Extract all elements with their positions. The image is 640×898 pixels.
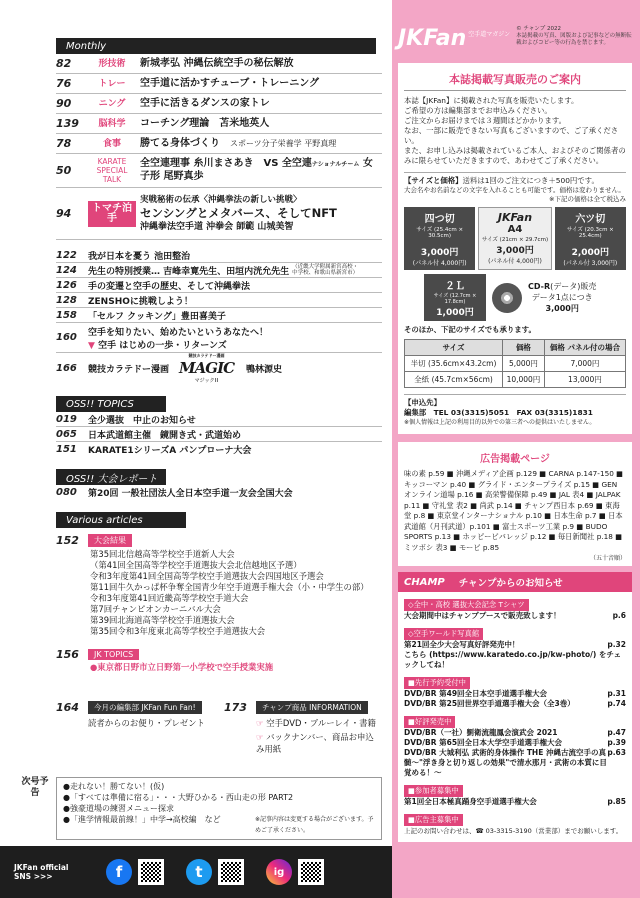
champ-line[interactable] bbox=[404, 650, 626, 670]
article-title-main: 勝てる身体づくり bbox=[140, 137, 220, 149]
table-cell: 全紙 (45.7cm×56cm) bbox=[405, 372, 503, 388]
qr-code-icon bbox=[138, 859, 164, 885]
toc-row[interactable] bbox=[56, 74, 382, 94]
champ-box bbox=[398, 572, 632, 842]
editorial-header: 今月の編集部 JKFan Fun Fan! bbox=[88, 701, 202, 714]
champ-line-text: DVD/BR 第49回全日本空手道選手権大会 bbox=[404, 689, 548, 698]
article-title-main: 全空連理事 糸川まさあき VS 全空連 bbox=[140, 158, 312, 169]
page-number: 065 bbox=[56, 428, 77, 440]
cd-icon bbox=[492, 283, 522, 313]
champ-line[interactable] bbox=[404, 748, 626, 778]
page-number: 080 bbox=[56, 487, 77, 498]
article-title-main: センシングとメタバース、そしてNFT bbox=[140, 206, 337, 220]
toc-row[interactable] bbox=[56, 353, 382, 384]
champ-label: ◇全中・高校 選抜大会記念 Tシャツ bbox=[404, 599, 529, 611]
twitter-link[interactable] bbox=[186, 859, 244, 885]
paragraph: 本誌【JKFan】に掲載された写真を販売いたします。 bbox=[404, 96, 579, 105]
champ-line[interactable] bbox=[404, 640, 626, 650]
ads-box bbox=[398, 442, 632, 566]
article-title: 先生の特別授業… 吉峰幸寛先生、田垣内洸允先生 bbox=[88, 266, 290, 277]
champ-line-text: DVD/BR（一社）劉衛流龍鳳会演武会 2021 bbox=[404, 728, 558, 737]
price-table bbox=[404, 339, 626, 388]
champ-block bbox=[404, 778, 626, 807]
magic-logo-text: MAGIC bbox=[179, 359, 235, 377]
sns-label: JKFan official SNS >>> bbox=[14, 863, 69, 881]
page-number: 78 bbox=[56, 137, 72, 150]
various-block-1[interactable] bbox=[56, 532, 382, 549]
extra-sizes bbox=[404, 274, 626, 321]
category: 形技術 bbox=[98, 58, 126, 69]
page-number: 90 bbox=[56, 97, 72, 110]
champ-label: ■参加者募集中 bbox=[404, 785, 463, 797]
magic-logo bbox=[173, 353, 240, 384]
champ-block bbox=[404, 709, 626, 778]
toc-row[interactable] bbox=[56, 248, 382, 263]
size-name: ２Ｌ bbox=[445, 281, 465, 292]
champ-line-page: p.74 bbox=[607, 699, 626, 708]
toc-row[interactable] bbox=[56, 427, 382, 442]
champ-line-text: 上記のお問い合わせは、☎ 03-3315-3190（営業部）までお願いします。 bbox=[404, 827, 623, 835]
page-number: 156 bbox=[56, 648, 79, 661]
size-dims: サイズ (20.3cm × 25.4cm) bbox=[566, 227, 614, 239]
champ-line-page: p.85 bbox=[607, 797, 626, 806]
table-cell: 7,000円 bbox=[544, 356, 625, 372]
facebook-link[interactable] bbox=[106, 859, 164, 885]
jk-topics-list bbox=[56, 662, 382, 673]
size-dims: サイズ (21cm × 29.7cm) bbox=[481, 237, 549, 243]
champ-line-text: 第1回全日本極真踊身空手道選手権大会 bbox=[404, 797, 537, 806]
page-number: 50 bbox=[56, 164, 72, 177]
product-header: チャンプ商品 INFORMATION bbox=[256, 701, 368, 714]
champ-line-page: p.32 bbox=[607, 640, 626, 649]
size-price: 2,000円 bbox=[571, 248, 610, 258]
article-title: 空手に活きるダンスの家トレ bbox=[140, 97, 270, 109]
size-price: 3,000円 bbox=[496, 246, 534, 256]
table-header-row bbox=[405, 340, 626, 356]
article-title bbox=[88, 325, 268, 351]
facebook-icon: f bbox=[106, 859, 132, 885]
article-title bbox=[136, 194, 382, 233]
page-number: 94 bbox=[56, 207, 72, 220]
article-title: ZENSHOに挑戦しよう！ bbox=[88, 296, 193, 307]
champ-line[interactable] bbox=[404, 611, 626, 621]
qr-code-icon bbox=[218, 859, 244, 885]
article-note: （近畿大学附属新宮高校・中学校、和歌山県新宮市） bbox=[292, 264, 359, 276]
list-item: ●強豪道場の練習メニュー探求 bbox=[63, 804, 174, 813]
champ-label: ◇空手ワールド写真館 bbox=[404, 628, 483, 640]
cdr-block[interactable] bbox=[528, 281, 596, 314]
size-price: 3,000円 bbox=[420, 248, 459, 258]
list-item: 令和3年度第41回近畿高等学校空手道大会 bbox=[90, 593, 249, 603]
champ-label: ■好評発売中 bbox=[404, 716, 455, 728]
size-card[interactable] bbox=[555, 207, 626, 270]
contact-note: ※個人情報は上記の利用目的以外での第三者への提供はいたしません。 bbox=[404, 419, 596, 426]
list-item: ●「すべては準備に宿る」・・・大野ひかる・西山走の形 PART2 bbox=[63, 793, 294, 802]
champ-block bbox=[404, 807, 626, 836]
page-number: 122 bbox=[56, 249, 77, 261]
article-subtitle: 沖縄拳法空手道 沖拳会 師範 山城美智 bbox=[140, 222, 294, 232]
photo-sale-box bbox=[398, 63, 632, 434]
page-number: 152 bbox=[56, 534, 79, 547]
next-issue-note: ※記事内容は変更する場合がございます。予めご了承ください。 bbox=[255, 816, 374, 834]
champ-line-page: p.31 bbox=[607, 689, 626, 698]
table-cell: 13,000円 bbox=[544, 372, 625, 388]
copyright: © チャンプ 2022 bbox=[516, 26, 561, 32]
champ-line-page: p.6 bbox=[612, 611, 626, 620]
table-cell: 5,000円 bbox=[503, 356, 545, 372]
monthly-header: Monthly bbox=[56, 38, 376, 54]
paragraph: ご注文からお届けまでは３週間ほどかかります。 bbox=[404, 116, 567, 125]
toc-row[interactable] bbox=[56, 308, 382, 323]
list-item: ●東京都日野市立日野第一小学校で空手授業実施 bbox=[90, 662, 274, 672]
champ-line-page: p.47 bbox=[607, 728, 626, 737]
table-cell: 半切 (35.6cm×43.2cm) bbox=[405, 356, 503, 372]
copyright-block bbox=[516, 26, 632, 47]
champ-block bbox=[404, 592, 626, 621]
paragraph: なお、一部に販売できない写真もございますので、ご了承ください。 bbox=[404, 126, 619, 145]
page-number: 139 bbox=[56, 117, 79, 130]
category: 食事 bbox=[102, 138, 121, 149]
article-title-sub-text: 空手 はじめの一歩・リターンズ bbox=[98, 340, 227, 351]
cdr-desc: データ1点につき bbox=[531, 293, 593, 302]
category: 脳科学 bbox=[98, 118, 126, 129]
toc-row[interactable] bbox=[56, 154, 382, 188]
champ-line-text: 第21回全少大会写真好評発売中！ bbox=[404, 640, 520, 649]
champ-line[interactable] bbox=[404, 689, 626, 699]
page-number: 128 bbox=[56, 294, 77, 306]
instagram-icon: ig bbox=[266, 859, 292, 885]
champ-line[interactable] bbox=[404, 826, 626, 836]
page-number: 126 bbox=[56, 279, 77, 291]
size-panel: (パネル付 4,000円) bbox=[488, 258, 542, 265]
size-note-2: 大会名やお名前などの文字を入れることも可能です。価格は変わりません。 bbox=[404, 186, 625, 194]
instagram-link[interactable] bbox=[266, 859, 324, 885]
various-header: Various articles bbox=[56, 512, 186, 528]
page-number: 173 bbox=[224, 701, 247, 714]
article-title: 第20回 一般社団法人全日本空手道一友会全国大会 bbox=[88, 489, 293, 499]
page-number: 151 bbox=[56, 444, 77, 455]
champ-line[interactable] bbox=[404, 728, 626, 738]
size-card[interactable] bbox=[404, 207, 475, 270]
ads-note: （五十音順） bbox=[589, 555, 626, 562]
oss-report-header: OSS!! 大会レポート bbox=[56, 469, 166, 485]
table-row bbox=[405, 372, 626, 388]
champ-line-page: p.63 bbox=[607, 748, 626, 757]
toc-row[interactable] bbox=[56, 485, 382, 500]
column-header: サイズ bbox=[405, 340, 503, 356]
jkfan-logo: JKFan bbox=[398, 26, 467, 51]
size-name: 六ツ切 bbox=[575, 214, 606, 225]
info-column bbox=[392, 0, 640, 898]
toc-row[interactable] bbox=[56, 293, 382, 308]
contact-block bbox=[404, 394, 626, 428]
champ-label: ■先行予約受付中 bbox=[404, 677, 470, 689]
champ-block bbox=[404, 670, 626, 709]
toc-row[interactable] bbox=[56, 442, 382, 457]
page-number: 124 bbox=[56, 264, 77, 276]
article-subtitle: スポーツ分子栄養学 平野真理 bbox=[230, 138, 337, 148]
next-issue-label: 次号予告 bbox=[21, 777, 49, 798]
magazine-label: 空手道マガジン bbox=[468, 31, 511, 38]
table-row bbox=[405, 356, 626, 372]
size-card[interactable] bbox=[424, 274, 486, 321]
list-item: ●走れない！勝てない！(仮) bbox=[63, 782, 165, 791]
toc-row[interactable] bbox=[56, 323, 382, 353]
champ-line-text: 大会期間中はチャンププースで販売致します！ bbox=[404, 611, 561, 620]
size-dims: サイズ (25.4cm × 30.5cm) bbox=[416, 227, 464, 239]
size-price: 1,000円 bbox=[436, 308, 474, 318]
size-note: 送料は1回のご注文につき＋500円です。 bbox=[462, 176, 599, 185]
qr-code-icon bbox=[298, 859, 324, 885]
size-cards bbox=[404, 207, 626, 270]
article-kicker: 実戦秘術の伝承〈沖縄拳法の新しい挑戦〉 bbox=[140, 195, 302, 205]
article-title: コーチング理論 苫米地英人 bbox=[140, 117, 270, 129]
next-issue bbox=[20, 777, 382, 840]
champ-line-text: DVD/BR 第25回世界空手道選手権大会（全3巻） bbox=[404, 699, 575, 708]
toc-row[interactable] bbox=[56, 134, 382, 154]
category-badge: トマチ泊手 bbox=[88, 201, 136, 227]
bottom-boxes bbox=[56, 701, 382, 755]
article-title bbox=[136, 158, 382, 183]
toc-row[interactable] bbox=[56, 263, 382, 278]
article-title-ruby: ナショナルチーム bbox=[311, 161, 360, 168]
champ-header bbox=[398, 572, 632, 592]
champ-label: ■広告主募集中 bbox=[404, 814, 463, 826]
article-title-tail: 女子形 尾野真歩 bbox=[140, 158, 373, 182]
pointer-icon: ☞ bbox=[256, 732, 264, 742]
size-dims: サイズ (12.7cm × 17.8cm) bbox=[433, 293, 477, 305]
list-item: 第35回令和3年度東北高等学校空手道選抜大会 bbox=[90, 626, 266, 636]
editorial-text: 読者からのお便り・プレゼント bbox=[88, 718, 205, 728]
page-number: 82 bbox=[56, 57, 72, 70]
article-title: 手の変遷と空手の歴史、そして沖縄拳法 bbox=[88, 281, 251, 292]
list-item-row bbox=[63, 814, 375, 836]
champ-block bbox=[404, 621, 626, 670]
article-title: 我が日本を憂う 池田整治 bbox=[88, 251, 191, 262]
article-title: 「セルフ クッキング」豊田喜美子 bbox=[88, 311, 226, 322]
editorial-box[interactable] bbox=[56, 701, 214, 755]
product-text-1 bbox=[224, 717, 382, 729]
twitter-icon: t bbox=[186, 859, 212, 885]
product-text-1-value: 空手DVD・ブルーレイ・書籍 bbox=[266, 718, 376, 728]
author: 鴨林源史 bbox=[246, 365, 283, 375]
column-header: 価格 bbox=[503, 340, 545, 356]
size-name: 四つ切 bbox=[424, 214, 455, 225]
ads-list: 味の素 p.59 ■ 沖縄メディア企画 p.129 ■ CARNA p.147-150 ■ キッコーマン p.40 ■ グライド・エンタープライズ p.15 ■ GEN オンライン道場 p.16 ■ 高栄警備保障 p.49 ■ JAL 表4 ■ JALPAK p.11 ■ 守礼堂 表2 ■ 尚武 p.14 ■ チャンプ西日本 p.69 ■ 東海堂 p.8 ■ 東京堂インターナショナル p.10 ■ 日本生命 p.7 ■ 日本武道館（月刊武道）p.101 ■ 富士スポーツ工業 p.9 ■ BUDO SPORTS p.13 ■ ホッピービバレッジ p.12 ■ 毎日新聞社 p.18 ■ ミツボシ 表3 ■ モービ p.85 bbox=[404, 469, 624, 552]
product-text-2-value: バックナンバー、商品お申込み用紙 bbox=[256, 732, 374, 754]
article-title bbox=[136, 138, 382, 150]
article-title: 新城孝弘 沖縄伝統空手の秘伝解放 bbox=[140, 57, 294, 69]
article-title-main: 空手を知りたい、始めたいというあなたへ！ bbox=[88, 327, 269, 338]
champ-line-text: こちら (https://www.karatedo.co.jp/kw-photo/) をチェックしてね！ bbox=[404, 650, 622, 669]
size-notes bbox=[404, 172, 626, 204]
toc-row[interactable] bbox=[56, 94, 382, 114]
list-item: 令和3年度第41回全国高等学校空手道選抜大会四国地区予選会 bbox=[90, 571, 324, 581]
list-item: ●「進学情報最前線！」中学→高校編 など bbox=[63, 815, 221, 824]
list-item: 第7回チャンピオンカーニバル大会 bbox=[90, 604, 221, 614]
ads-title: 広告掲載ページ bbox=[480, 454, 550, 465]
magic-logo-sub: マジックII bbox=[194, 378, 219, 384]
size-note-3: ※下記の価格は全て税込み bbox=[549, 195, 626, 203]
page-number: 166 bbox=[56, 363, 77, 374]
oss-topics-header: OSS!! TOPICS bbox=[56, 396, 166, 412]
results-list bbox=[56, 549, 382, 637]
beginner-mark-icon: ▼ bbox=[88, 340, 95, 351]
pointer-icon: ☞ bbox=[256, 718, 264, 728]
product-box[interactable] bbox=[224, 701, 382, 755]
cdr-name: CD-R bbox=[528, 282, 551, 291]
size-name: A4 bbox=[507, 224, 523, 235]
category: トレー bbox=[98, 78, 126, 89]
category: ニング bbox=[98, 98, 126, 109]
page-number: 019 bbox=[56, 413, 77, 425]
champ-line-text: DVD/BR 大城利弘 武術的身体操作 THE 沖縄古流空手の真髄〜"浮き身と切り返しの効果"で清水那月・武術の本質に目覚める！〜 bbox=[404, 748, 607, 777]
magic-logo-small: 競技カラテドー漫画 bbox=[188, 353, 225, 358]
various-block-2[interactable] bbox=[56, 647, 382, 662]
cdr-title bbox=[528, 281, 596, 292]
champ-line[interactable] bbox=[404, 797, 626, 807]
page-number: 164 bbox=[56, 701, 79, 714]
champ-line-text: DVD/BR 第65回全日本大学空手道選手権大会 bbox=[404, 738, 563, 747]
brand-header bbox=[398, 26, 632, 51]
champ-line[interactable] bbox=[404, 738, 626, 748]
article-title: 競技カラテドー漫画 bbox=[88, 365, 170, 375]
card-logo: JKFan bbox=[497, 211, 533, 224]
list-item: 第11回牛久かっぱ杯争奪全国青少年空手道選手権大会（小・中学生の部） bbox=[90, 582, 369, 592]
toc-row[interactable] bbox=[56, 188, 382, 240]
size-card[interactable] bbox=[478, 207, 551, 270]
toc-row[interactable] bbox=[56, 114, 382, 134]
size-panel: (パネル付 4,000円) bbox=[412, 260, 467, 267]
photo-sale-intro bbox=[404, 96, 626, 166]
champ-title: チャンプからのお知らせ bbox=[458, 578, 563, 589]
article-title: 日本武道館主催 鏡開き式・武道始め bbox=[88, 430, 242, 441]
category: KARATE SPECIAL TALK bbox=[96, 157, 128, 184]
article-title: 全少選抜 中止のお知らせ bbox=[88, 415, 196, 426]
champ-line-page: p.39 bbox=[607, 738, 626, 747]
cdr-suffix: (データ)販売 bbox=[550, 282, 597, 291]
size-panel: (パネル付 3,000円) bbox=[563, 260, 618, 267]
copyright-notice: 本誌掲載の写真、図版および記事などの無断転載およびコピー等の行為を禁じます。 bbox=[516, 33, 632, 46]
jk-topics-tag: JK TOPICS bbox=[88, 649, 139, 660]
toc-row[interactable] bbox=[56, 54, 382, 74]
list-item: 第39回北海道高等学校空手道選抜大会 bbox=[90, 615, 235, 625]
photo-sale-title: 本誌掲載写真販売のご案内 bbox=[404, 71, 626, 91]
list-item: （第41回全国高等学校空手道選抜大会北信越地区予選） bbox=[90, 560, 302, 570]
paragraph: また、お申し込みは掲載されているご本人、およびそのご関係者のみに限らせていただきますので、あわせてご了承ください。 bbox=[404, 146, 626, 165]
toc-row[interactable] bbox=[56, 278, 382, 293]
column-header: 価格 パネル付の場合 bbox=[544, 340, 625, 356]
cdr-price: 3,000円 bbox=[545, 304, 579, 313]
contact-heading: 【申込先】 bbox=[404, 398, 441, 407]
champ-logo: CHAMP bbox=[404, 576, 445, 588]
article-title: KARATE1シリーズA パンプローナ大会 bbox=[88, 446, 252, 456]
article-title-sub bbox=[88, 338, 268, 351]
list-item: 第35回北信越高等学校空手道新人大会 bbox=[90, 549, 235, 559]
size-heading: 【サイズと価格】 bbox=[404, 176, 463, 185]
page-number: 158 bbox=[56, 309, 77, 321]
product-text-2 bbox=[224, 731, 382, 755]
contact-line: 編集部 TEL 03(3315)5051 FAX 03(3315)1831 bbox=[404, 408, 593, 417]
page-number: 76 bbox=[56, 77, 72, 90]
table-cell: 10,000円 bbox=[503, 372, 545, 388]
champ-line[interactable] bbox=[404, 699, 626, 709]
toc-row[interactable] bbox=[56, 412, 382, 427]
paragraph: ご希望の方は編集部までお申込みください。 bbox=[404, 106, 552, 115]
results-tag: 大会結果 bbox=[88, 534, 132, 547]
next-issue-list bbox=[56, 777, 382, 840]
page-number: 160 bbox=[56, 332, 77, 343]
sns-footer bbox=[0, 846, 392, 898]
article-title: 空手道に活かすチューブ・トレーニング bbox=[140, 77, 319, 89]
category bbox=[88, 201, 136, 227]
other-sizes-note: そのほか、下記のサイズでも承ります。 bbox=[404, 325, 536, 334]
